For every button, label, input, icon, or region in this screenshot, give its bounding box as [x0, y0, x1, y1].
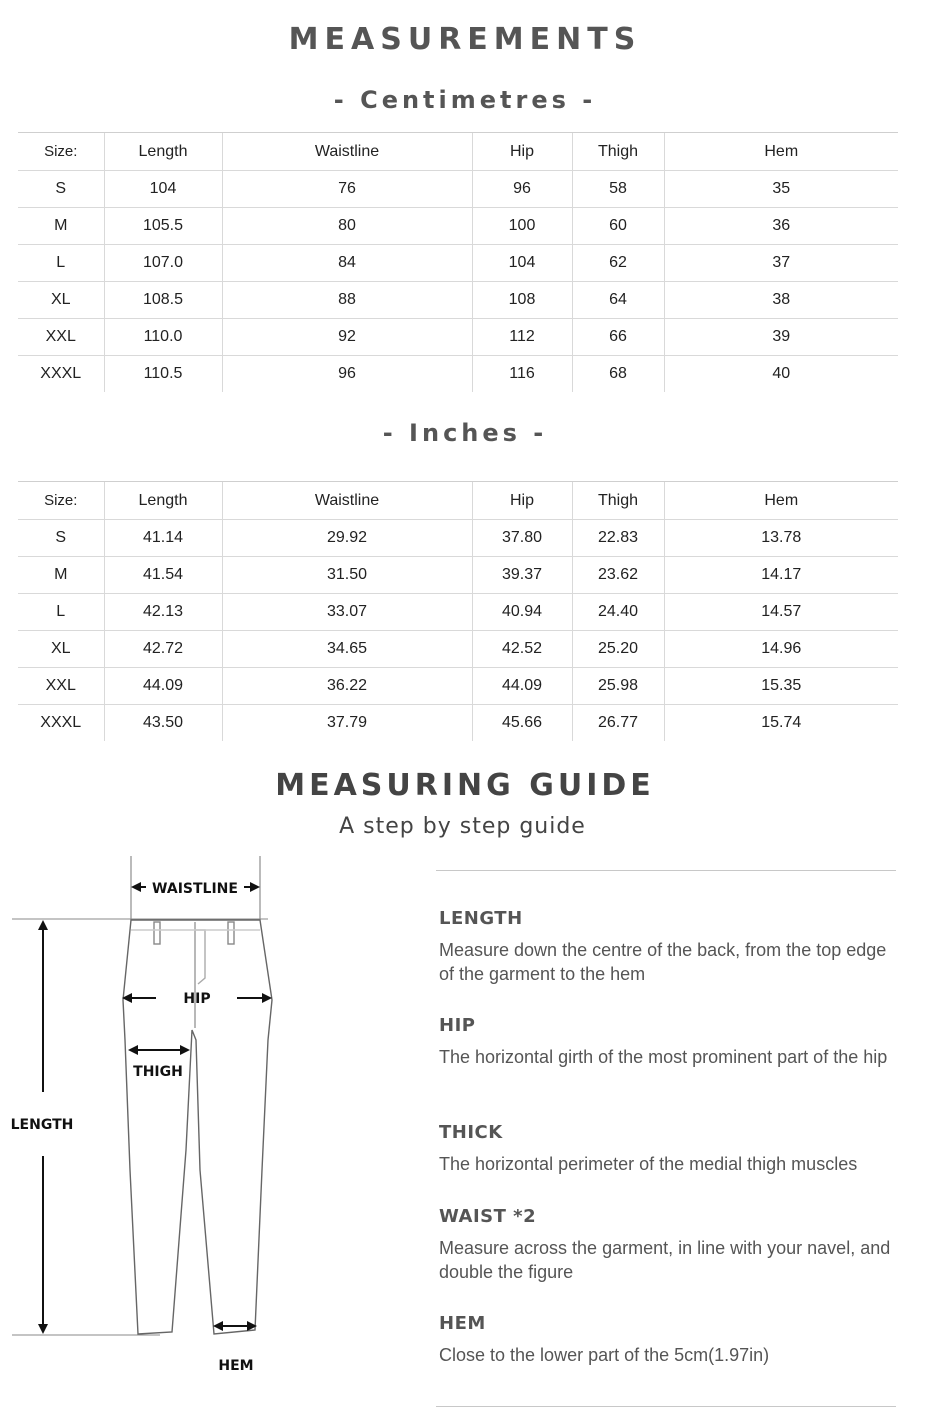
hip-description: The horizontal girth of the most prominent part of the hip	[439, 1047, 888, 1067]
hem-cell: 39	[664, 319, 898, 356]
thigh-cell: 64	[572, 282, 664, 319]
length-cell: 110.0	[104, 319, 222, 356]
column-header: Waistline	[222, 133, 472, 171]
hip-cell: 96	[472, 171, 572, 208]
table-row	[18, 668, 898, 705]
thigh-cell: 26.77	[572, 705, 664, 742]
table-row	[18, 520, 898, 557]
column-header: Size:	[18, 133, 104, 171]
length-cell: 42.72	[104, 631, 222, 668]
table-row	[18, 557, 898, 594]
length-heading: LENGTH	[439, 908, 523, 929]
size-cell: XXXL	[18, 356, 104, 393]
hip-cell: 44.09	[472, 668, 572, 705]
column-header: Waistline	[222, 482, 472, 520]
waistline-cell: 34.65	[222, 631, 472, 668]
size-cell: XXL	[18, 319, 104, 356]
thigh-cell: 24.40	[572, 594, 664, 631]
hem-cell: 35	[664, 171, 898, 208]
length-label: LENGTH	[10, 1117, 74, 1133]
table-row	[18, 356, 898, 393]
hip-label: HIP	[183, 991, 211, 1007]
length-cell: 104	[104, 171, 222, 208]
waist-description: Measure across the garment, in line with your navel, and double the figure	[439, 1238, 891, 1282]
guide-bottom-divider	[436, 1406, 896, 1407]
size-cell: L	[18, 594, 104, 631]
table-row	[18, 245, 898, 282]
waist-heading: WAIST *2	[439, 1206, 537, 1227]
inches-table	[18, 481, 898, 741]
hem-cell: 14.96	[664, 631, 898, 668]
hem-description: Close to the lower part of the 5cm(1.97in)	[439, 1345, 770, 1365]
length-description: Measure down the centre of the back, from the top edge of the garment to the hem	[439, 940, 887, 984]
hip-cell: 42.52	[472, 631, 572, 668]
waistline-cell: 88	[222, 282, 472, 319]
table-row	[18, 594, 898, 631]
hip-heading: HIP	[439, 1015, 476, 1036]
waistline-cell: 76	[222, 171, 472, 208]
length-cell: 44.09	[104, 668, 222, 705]
column-header: Length	[104, 482, 222, 520]
hem-cell: 38	[664, 282, 898, 319]
hem-cell: 15.74	[664, 705, 898, 742]
hem-cell: 14.17	[664, 557, 898, 594]
hem-cell: 13.78	[664, 520, 898, 557]
hem-heading: HEM	[439, 1313, 486, 1334]
hem-cell: 37	[664, 245, 898, 282]
centimetres-table	[18, 132, 898, 392]
size-cell: L	[18, 245, 104, 282]
thigh-cell: 60	[572, 208, 664, 245]
column-header: Hem	[664, 133, 898, 171]
waistline-cell: 92	[222, 319, 472, 356]
waistline-cell: 31.50	[222, 557, 472, 594]
hem-cell: 14.57	[664, 594, 898, 631]
hem-cell: 15.35	[664, 668, 898, 705]
length-cell: 43.50	[104, 705, 222, 742]
hip-cell: 108	[472, 282, 572, 319]
trousers-diagram	[0, 850, 420, 1390]
thigh-cell: 58	[572, 171, 664, 208]
hem-label: HEM	[218, 1358, 254, 1374]
hem-cell: 40	[664, 356, 898, 393]
centimetres-label: - Centimetres -	[333, 86, 597, 114]
length-cell: 107.0	[104, 245, 222, 282]
column-header: Hem	[664, 482, 898, 520]
hip-cell: 37.80	[472, 520, 572, 557]
waistline-label: WAISTLINE	[152, 881, 238, 897]
waistline-cell: 33.07	[222, 594, 472, 631]
measurements-title: MEASUREMENTS	[288, 22, 642, 57]
length-cell: 105.5	[104, 208, 222, 245]
hip-cell: 116	[472, 356, 572, 393]
thigh-cell: 25.98	[572, 668, 664, 705]
measuring-guide-subtitle: A step by step guide	[339, 814, 586, 839]
hip-cell: 40.94	[472, 594, 572, 631]
thigh-cell: 62	[572, 245, 664, 282]
length-cell: 108.5	[104, 282, 222, 319]
table-row	[18, 319, 898, 356]
length-cell: 41.54	[104, 557, 222, 594]
table-row	[18, 171, 898, 208]
waistline-cell: 37.79	[222, 705, 472, 742]
hem-cell: 36	[664, 208, 898, 245]
waistline-cell: 84	[222, 245, 472, 282]
table-header-row	[18, 133, 898, 171]
waistline-cell: 80	[222, 208, 472, 245]
size-cell: XL	[18, 631, 104, 668]
column-header: Size:	[18, 482, 104, 520]
thick-description: The horizontal perimeter of the medial thigh muscles	[439, 1154, 858, 1174]
hip-cell: 45.66	[472, 705, 572, 742]
thick-heading: THICK	[439, 1122, 503, 1143]
table-row	[18, 631, 898, 668]
size-cell: XXXL	[18, 705, 104, 742]
size-cell: XXL	[18, 668, 104, 705]
length-cell: 41.14	[104, 520, 222, 557]
table-header-row	[18, 482, 898, 520]
size-cell: M	[18, 557, 104, 594]
trousers-outline	[123, 920, 272, 1334]
table-row	[18, 282, 898, 319]
measuring-guide-title: MEASURING GUIDE	[275, 768, 655, 803]
thigh-cell: 66	[572, 319, 664, 356]
hip-cell: 104	[472, 245, 572, 282]
thigh-cell: 68	[572, 356, 664, 393]
waistline-cell: 36.22	[222, 668, 472, 705]
size-cell: XL	[18, 282, 104, 319]
waistline-cell: 29.92	[222, 520, 472, 557]
hip-cell: 100	[472, 208, 572, 245]
hip-cell: 112	[472, 319, 572, 356]
column-header: Hip	[472, 133, 572, 171]
column-header: Hip	[472, 482, 572, 520]
thigh-label: THIGH	[133, 1064, 183, 1080]
column-header: Length	[104, 133, 222, 171]
thigh-cell: 25.20	[572, 631, 664, 668]
hip-cell: 39.37	[472, 557, 572, 594]
table-row	[18, 705, 898, 742]
guide-top-divider	[436, 870, 896, 871]
column-header: Thigh	[572, 133, 664, 171]
length-cell: 42.13	[104, 594, 222, 631]
size-cell: S	[18, 171, 104, 208]
size-cell: S	[18, 520, 104, 557]
thigh-cell: 22.83	[572, 520, 664, 557]
waistline-cell: 96	[222, 356, 472, 393]
thigh-cell: 23.62	[572, 557, 664, 594]
column-header: Thigh	[572, 482, 664, 520]
length-cell: 110.5	[104, 356, 222, 393]
size-cell: M	[18, 208, 104, 245]
table-row	[18, 208, 898, 245]
inches-label: - Inches -	[382, 419, 548, 447]
